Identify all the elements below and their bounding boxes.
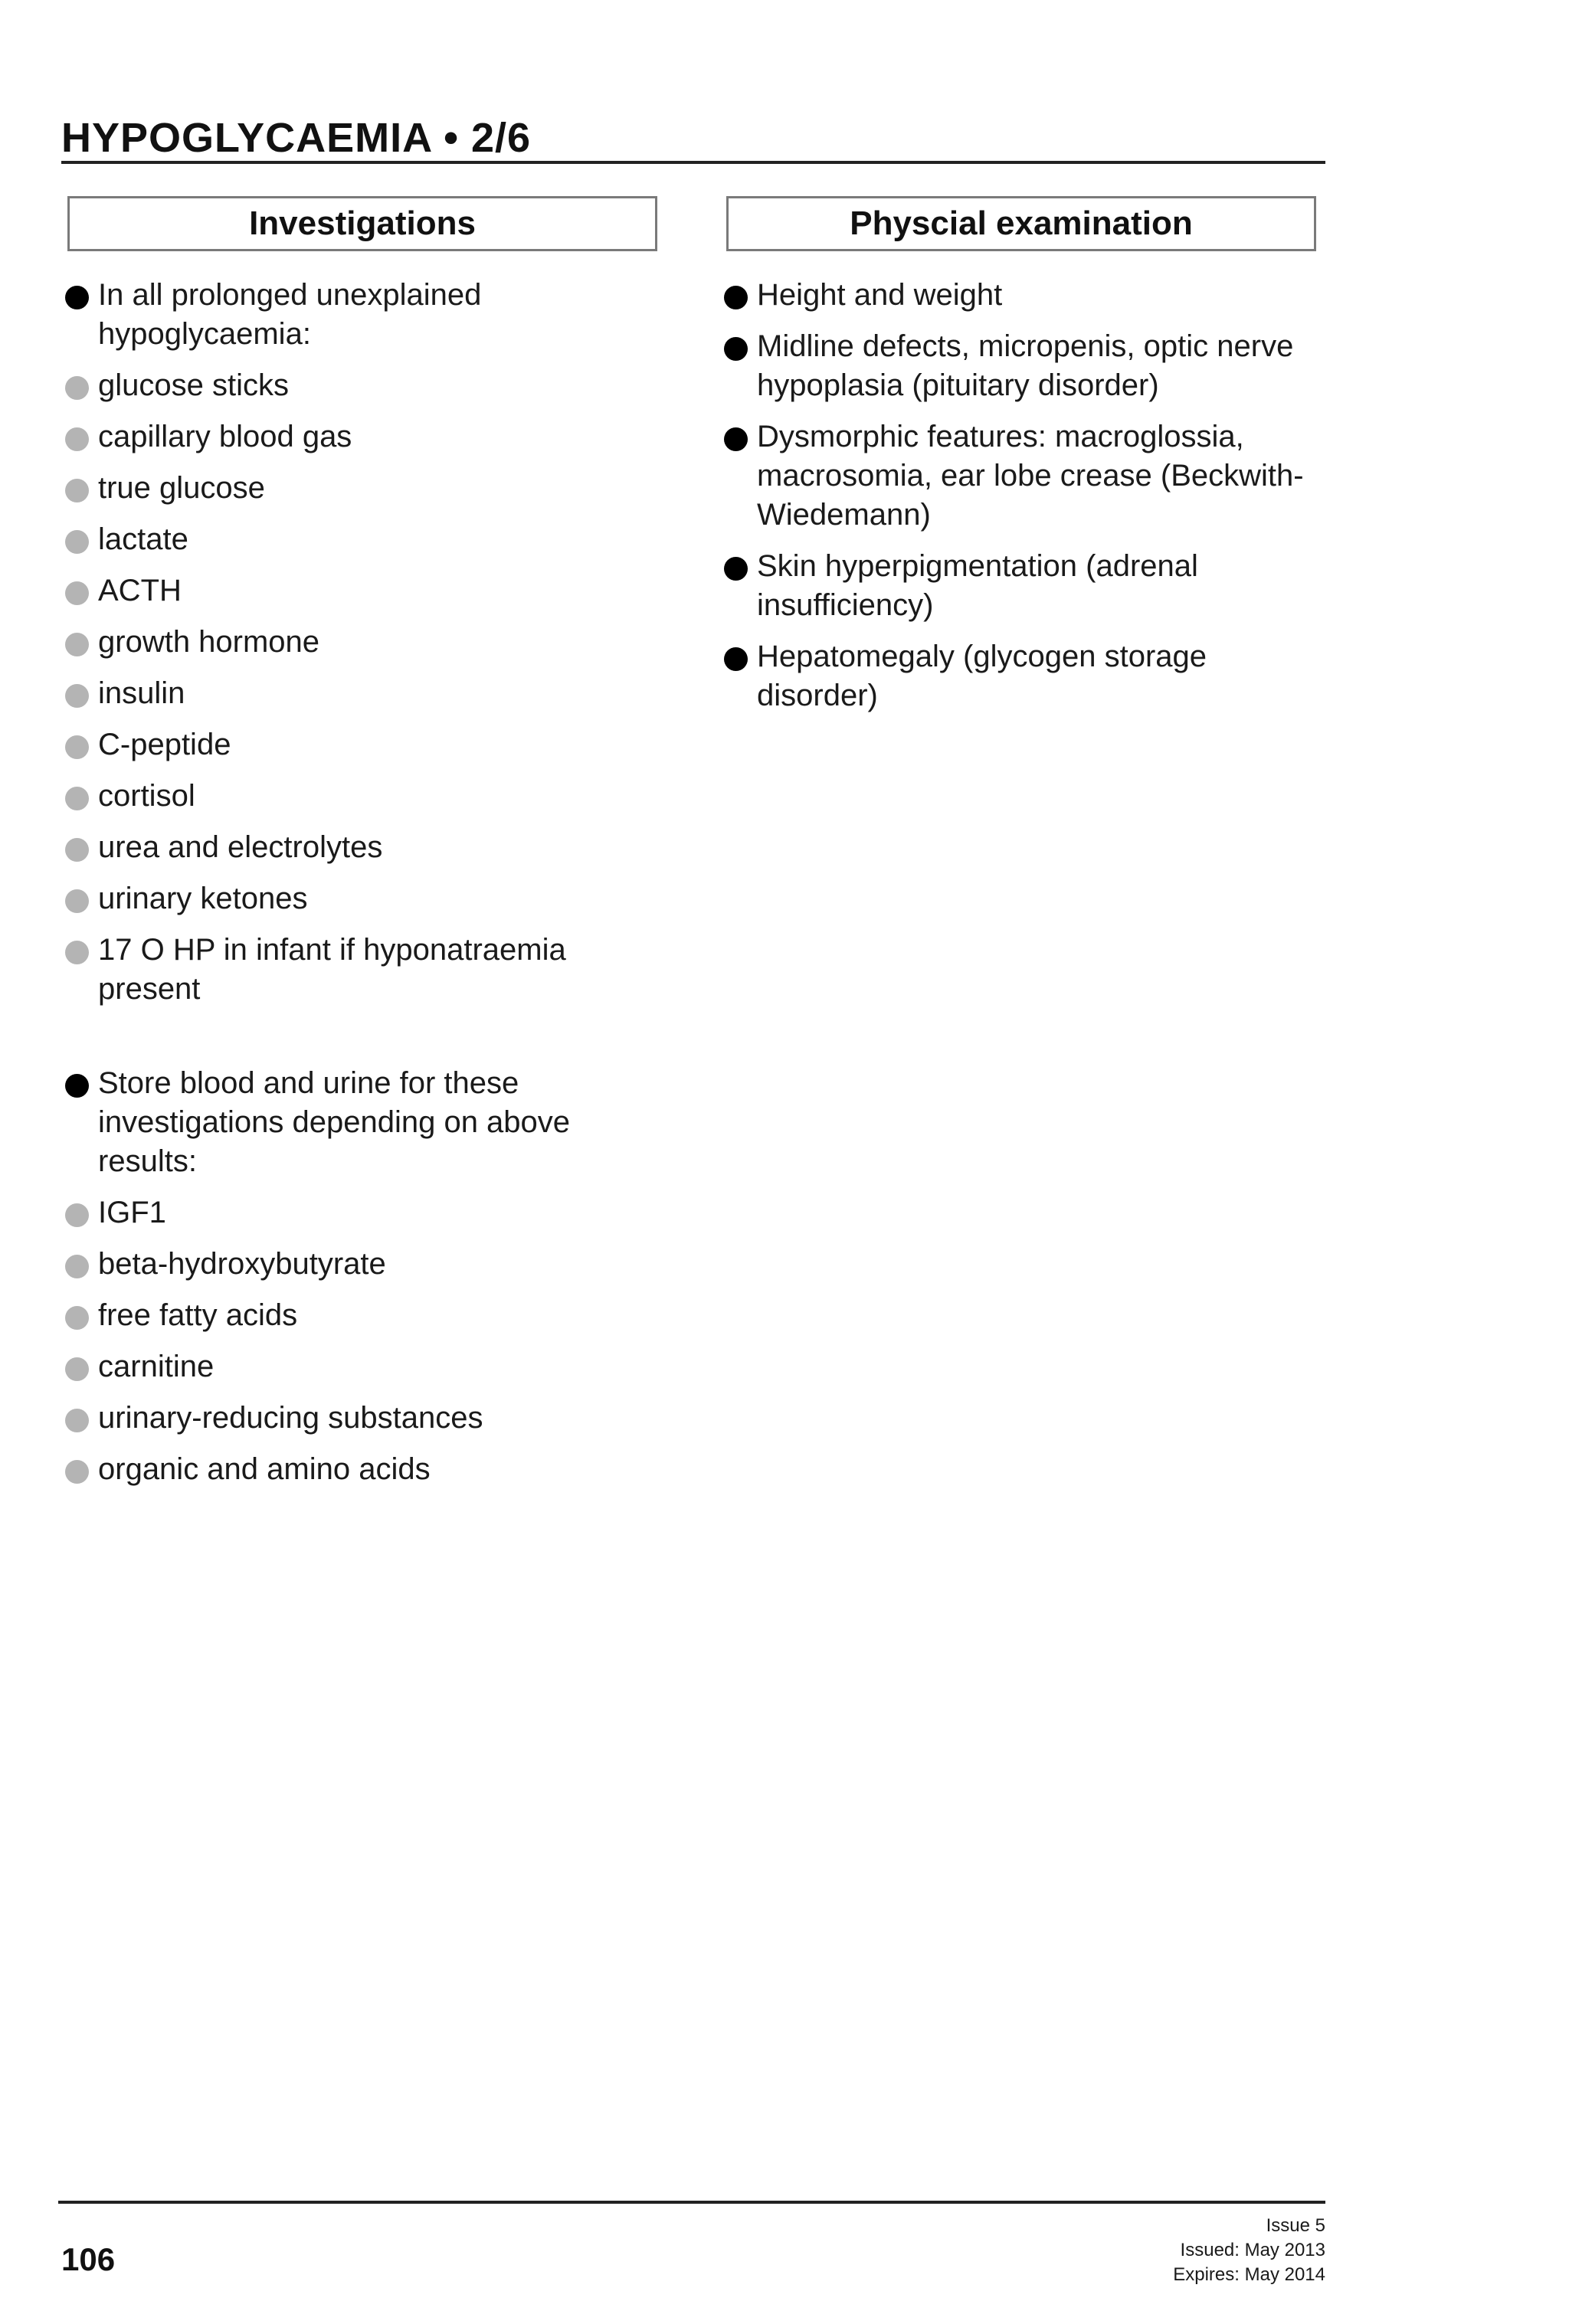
issue-info — [1173, 2214, 1325, 2287]
investigation-item — [67, 571, 657, 610]
examination-item-text: Height and weight — [757, 278, 1003, 312]
investigation-item-text: insulin — [98, 676, 185, 710]
investigation-item-text: capillary blood gas — [98, 420, 352, 453]
investigation-item-text: urea and electrolytes — [98, 830, 383, 864]
investigation-item-text: true glucose — [98, 471, 265, 505]
investigation-item — [67, 725, 657, 764]
stored-investigation-item — [67, 1399, 657, 1438]
secondary-bullet-icon — [65, 1306, 89, 1330]
examination-item-text: Midline defects, micropenis, optic nerve hypoplasia (pituitary disorder) — [757, 329, 1294, 402]
secondary-bullet-icon — [65, 684, 89, 708]
secondary-bullet-icon — [65, 1255, 89, 1278]
investigations-lead-text: In all prolonged unexplained hypoglycaemia: — [98, 278, 482, 351]
secondary-bullet-icon — [65, 1357, 89, 1381]
secondary-bullet-icon — [65, 581, 89, 605]
expiry-date: Expires: May 2014 — [1173, 2264, 1325, 2285]
examination-heading: Physcial examination — [726, 196, 1316, 251]
investigation-item-text: cortisol — [98, 779, 195, 813]
investigations-heading: Investigations — [67, 196, 657, 251]
issued-date: Issued: May 2013 — [1180, 2240, 1325, 2260]
secondary-bullet-icon — [65, 735, 89, 759]
examination-item — [726, 547, 1316, 625]
footer-divider — [58, 2201, 1325, 2204]
secondary-bullet-icon — [65, 889, 89, 913]
secondary-bullet-icon — [65, 479, 89, 502]
investigation-item — [67, 879, 657, 918]
stored-investigation-item — [67, 1296, 657, 1335]
primary-bullet-icon — [724, 557, 748, 581]
investigations-lead-item — [67, 276, 657, 354]
stored-investigation-item — [67, 1347, 657, 1386]
stored-investigation-text: organic and amino acids — [98, 1452, 431, 1486]
secondary-bullet-icon — [65, 941, 89, 964]
issue-number: Issue 5 — [1266, 2215, 1325, 2236]
secondary-bullet-icon — [65, 1409, 89, 1432]
investigation-item — [67, 777, 657, 816]
store-samples-lead-item — [67, 1064, 657, 1181]
primary-bullet-icon — [65, 286, 89, 309]
stored-investigation-item — [67, 1193, 657, 1232]
title-divider — [61, 161, 1325, 164]
investigation-item-text: urinary ketones — [98, 882, 308, 915]
investigation-item-text: 17 O HP in infant if hyponatraemia present — [98, 933, 566, 1006]
primary-bullet-icon — [724, 647, 748, 671]
secondary-bullet-icon — [65, 838, 89, 862]
investigation-item — [67, 366, 657, 405]
secondary-bullet-icon — [65, 1460, 89, 1484]
examination-item — [726, 327, 1316, 405]
page-title: HYPOGLYCAEMIA • 2/6 — [61, 115, 532, 161]
examination-item-text: Skin hyperpigmentation (adrenal insufficiency) — [757, 549, 1198, 622]
page-number: 106 — [61, 2241, 116, 2277]
stored-investigation-text: carnitine — [98, 1350, 215, 1383]
examination-item-text: Hepatomegaly (glycogen storage disorder) — [757, 640, 1207, 712]
investigation-item — [67, 828, 657, 867]
investigation-item-text: lactate — [98, 522, 188, 556]
primary-bullet-icon — [65, 1074, 89, 1098]
secondary-bullet-icon — [65, 376, 89, 400]
primary-bullet-icon — [724, 337, 748, 361]
store-samples-lead-text: Store blood and urine for these investigations depending on above results: — [98, 1066, 571, 1178]
stored-investigation-item — [67, 1245, 657, 1284]
investigation-item-text: C-peptide — [98, 728, 231, 761]
stored-investigation-text: IGF1 — [98, 1196, 166, 1229]
secondary-bullet-icon — [65, 427, 89, 451]
primary-bullet-icon — [724, 427, 748, 451]
stored-investigation-item — [67, 1450, 657, 1489]
examination-item — [726, 637, 1316, 715]
examination-item — [726, 417, 1316, 535]
group-spacer — [67, 1021, 657, 1064]
examination-column — [726, 196, 1316, 728]
stored-investigation-text: beta-hydroxybutyrate — [98, 1247, 386, 1281]
investigation-item — [67, 417, 657, 457]
examination-item — [726, 276, 1316, 315]
stored-investigation-text: free fatty acids — [98, 1298, 298, 1332]
investigation-item — [67, 520, 657, 559]
secondary-bullet-icon — [65, 530, 89, 554]
investigation-item — [67, 623, 657, 662]
investigation-item — [67, 469, 657, 508]
investigation-item-text: glucose sticks — [98, 368, 289, 402]
secondary-bullet-icon — [65, 1203, 89, 1227]
examination-item-text: Dysmorphic features: macroglossia, macrosomia, ear lobe crease (Beckwith-Wiedemann) — [757, 420, 1304, 532]
investigation-item — [67, 931, 657, 1009]
investigations-column — [67, 196, 657, 1501]
stored-investigation-text: urinary-reducing substances — [98, 1401, 483, 1435]
primary-bullet-icon — [724, 286, 748, 309]
secondary-bullet-icon — [65, 633, 89, 656]
secondary-bullet-icon — [65, 787, 89, 810]
investigation-item-text: growth hormone — [98, 625, 320, 659]
investigation-item-text: ACTH — [98, 574, 182, 607]
investigation-item — [67, 674, 657, 713]
